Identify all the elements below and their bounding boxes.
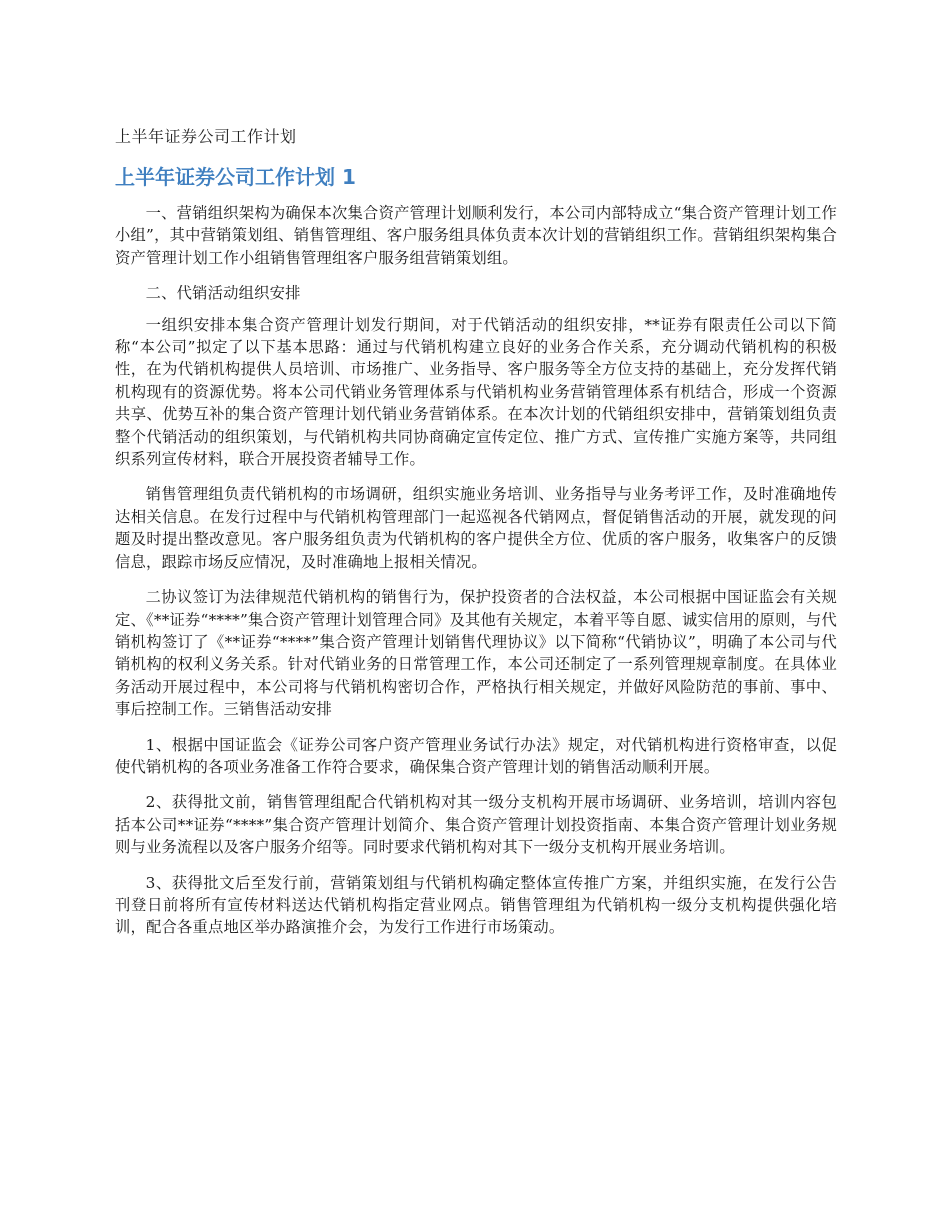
section-heading: 上半年证券公司工作计划 1: [115, 165, 356, 189]
paragraph-organization-arrangement: 一组织安排本集合资产管理计划发行期间，对于代销活动的组织安排，**证券有限责任公司以下简称“本公司”拟定了以下基本思路：通过与代销机构建立良好的业务合作关系，充分调动代销机构的积极性，在为代销机构提供人员培训、市场推广、业务指导、客户服务等全方位支持的基础上，充分发挥代销机构现有的资源优势。将本公司代销业务管理体系与代销机构业务营销管理体系有机结合，形成一个资源共享、优势互补的集合资产管理计划代销业务营销体系。在本次计划的代销组织安排中，营销策划组负责整个代销活动的组织策划，与代销机构共同协商确定宣传定位、推广方式、宣传推广实施方案等，共同组织系列宣传材料，联合开展投资者辅导工作。: [115, 315, 837, 469]
paragraph-item-2: 2、获得批文前，销售管理组配合代销机构对其一级分支机构开展市场调研、业务培训，培训内容包括本公司**证券“****”集合资产管理计划简介、集合资产管理计划投资指南、本集合资产管理计划业务规则与业务流程以及客户服务介绍等。同时要求代销机构对其下一级分支机构开展业务培训。: [115, 793, 837, 857]
paragraph-section-two-title: 二、代销活动组织安排: [145, 284, 301, 303]
paragraph-sales-management: 销售管理组负责代销机构的市场调研，组织实施业务培训、业务指导与业务考评工作，及时准确地传达相关信息。在发行过程中与代销机构管理部门一起巡视各代销网点，督促销售活动的开展，就发现的问题及时提出整改意见。客户服务组负责为代销机构的客户提供全方位、优质的客户服务，收集客户的反馈信息，跟踪市场反应情况，及时准确地上报相关情况。: [115, 485, 837, 571]
paragraph-item-1: 1、根据中国证监会《证券公司客户资产管理业务试行办法》规定，对代销机构进行资格审查，以促使代销机构的各项业务准备工作符合要求，确保集合资产管理计划的销售活动顺利开展。: [115, 735, 837, 776]
paragraph-item-3: 3、获得批文后至发行前，营销策划组与代销机构确定整体宣传推广方案，并组织实施，在发行公告刊登日前将所有宣传材料送达代销机构指定营业网点。销售管理组为代销机构一级分支机构提供强化培训，配合各重点地区举办路演推介会，为发行工作进行市场策动。: [115, 873, 837, 937]
document-title: 上半年证券公司工作计划: [115, 127, 297, 146]
document-body: [115, 202, 837, 952]
paragraph-agreement-signing: 二协议签订为法律规范代销机构的销售行为，保护投资者的合法权益，本公司根据中国证监会有关规定、《**证券“****”集合资产管理计划管理合同》及其他有关规定，本着平等自愿、诚实信用的原则，与代销机构签订了《**证券“****”集合资产管理计划销售代理协议》以下简称“代销协议”，明确了本公司与代销机构的权利义务关系。针对代销业务的日常管理工作，本公司还制定了一系列管理规章制度。在具体业务活动开展过程中，本公司将与代销机构密切合作，严格执行相关规定，并做好风险防范的事前、事中、事后控制工作。三销售活动安排: [115, 588, 837, 719]
paragraph-marketing-organization: 一、营销组织架构为确保本次集合资产管理计划顺利发行，本公司内部特成立“集合资产管理计划工作小组”，其中营销策划组、销售管理组、客户服务组具体负责本次计划的营销组织工作。营销组织架构集合资产管理计划工作小组销售管理组客户服务组营销策划组。: [115, 204, 837, 267]
